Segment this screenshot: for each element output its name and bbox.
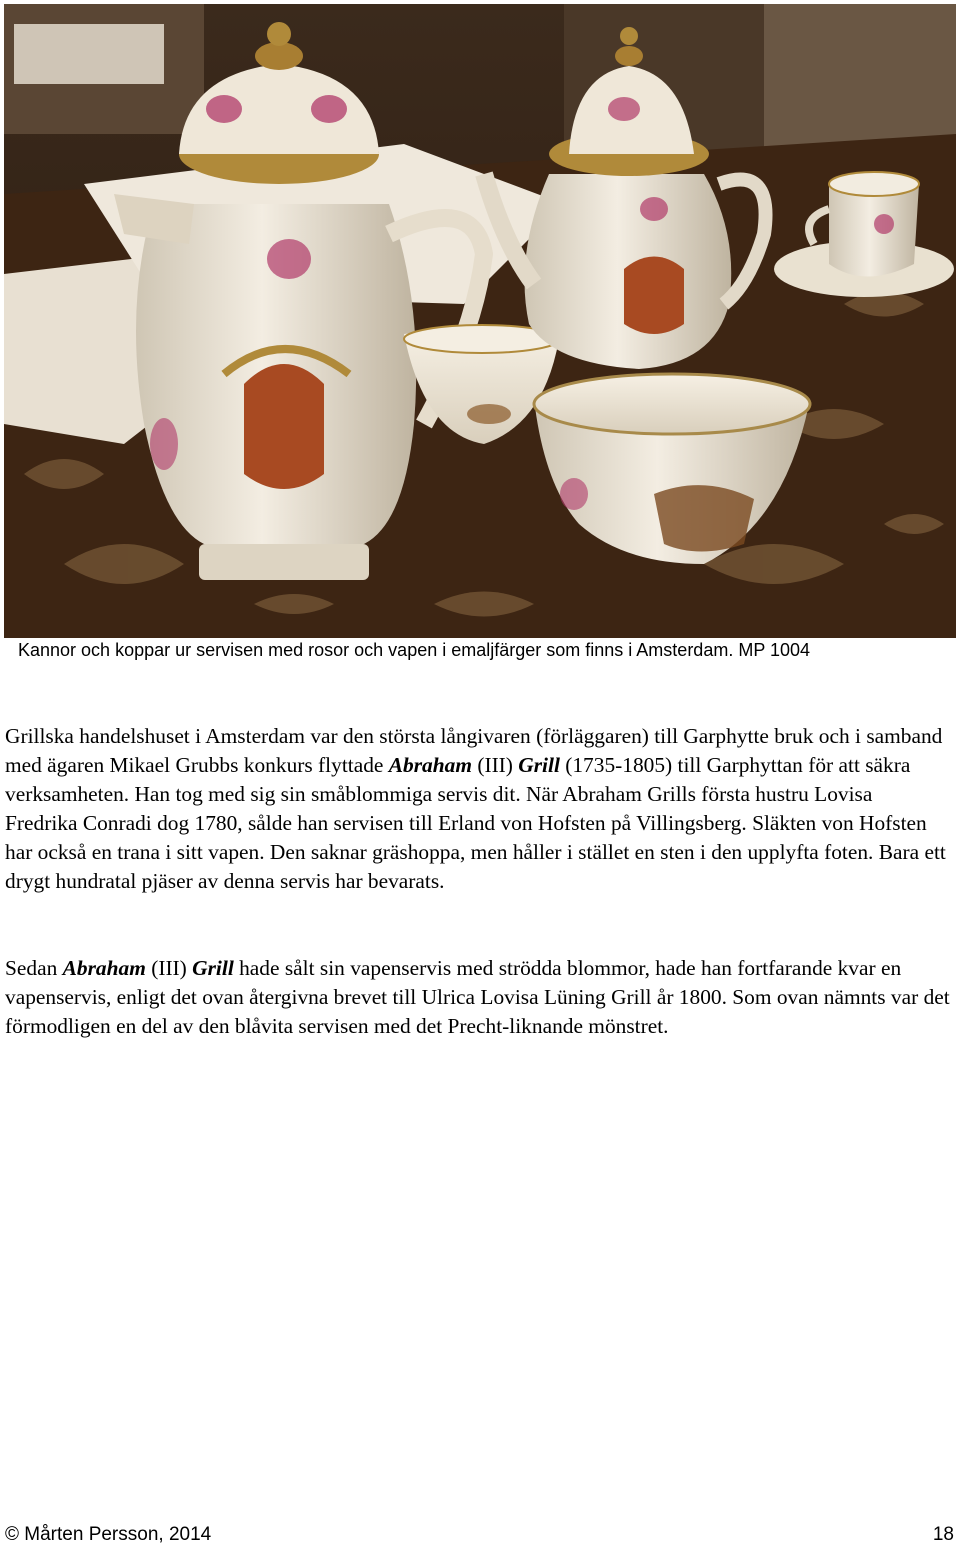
text-segment: (1735-1805) till Garphyttan för att säkra verksamheten. Han tog med sig sin småblommiga servis dit. När Abraham Grills första hustru Lovisa Fredrika Conradi dog 1780, sålde han servisen till Erland von Hofsten på Villingsberg. Släkten von Hofsten har också en trana i sitt vapen. Den saknar gräshoppa, men håller i stället en sten i den upplyfta foten. Bara ett drygt hundratal pjäser av denna servis har bevarats.: [5, 753, 946, 893]
text-segment: Grillska handelshuset i Amsterdam var den största långivaren (förläggaren) till Garphytte bruk och i samband med ägaren Mikael Grubbs konkurs flyttade: [5, 724, 943, 777]
text-segment: (III): [145, 956, 193, 980]
footer-copyright: © Mårten Persson, 2014: [5, 1524, 212, 1545]
paragraph-grill-history: [5, 722, 950, 896]
porcelain-photo: [4, 4, 956, 638]
person-name-emphasis: Grill: [518, 753, 560, 777]
page-number: 18: [932, 1524, 954, 1545]
photo-caption: Kannor och koppar ur servisen med rosor och vapen i emaljfärger som finns i Amsterdam. MP 1004: [18, 640, 811, 660]
person-name-emphasis: Abraham: [62, 956, 146, 980]
text-segment: (III): [471, 753, 519, 777]
person-name-emphasis: Grill: [192, 956, 234, 980]
paragraph-remaining-servis: [5, 954, 950, 1041]
person-name-emphasis: Abraham: [388, 753, 472, 777]
text-segment: Sedan: [5, 956, 63, 980]
text-segment: hade sålt sin vapenservis med strödda blommor, hade han fortfarande kvar en vapenservis, enligt det ovan återgivna brevet till Ulrica Lovisa Lüning Grill år 1800. Som ovan nämnts var det förmodligen en del av den blåvita servisen med det Precht-liknande mönstret.: [5, 956, 950, 1038]
